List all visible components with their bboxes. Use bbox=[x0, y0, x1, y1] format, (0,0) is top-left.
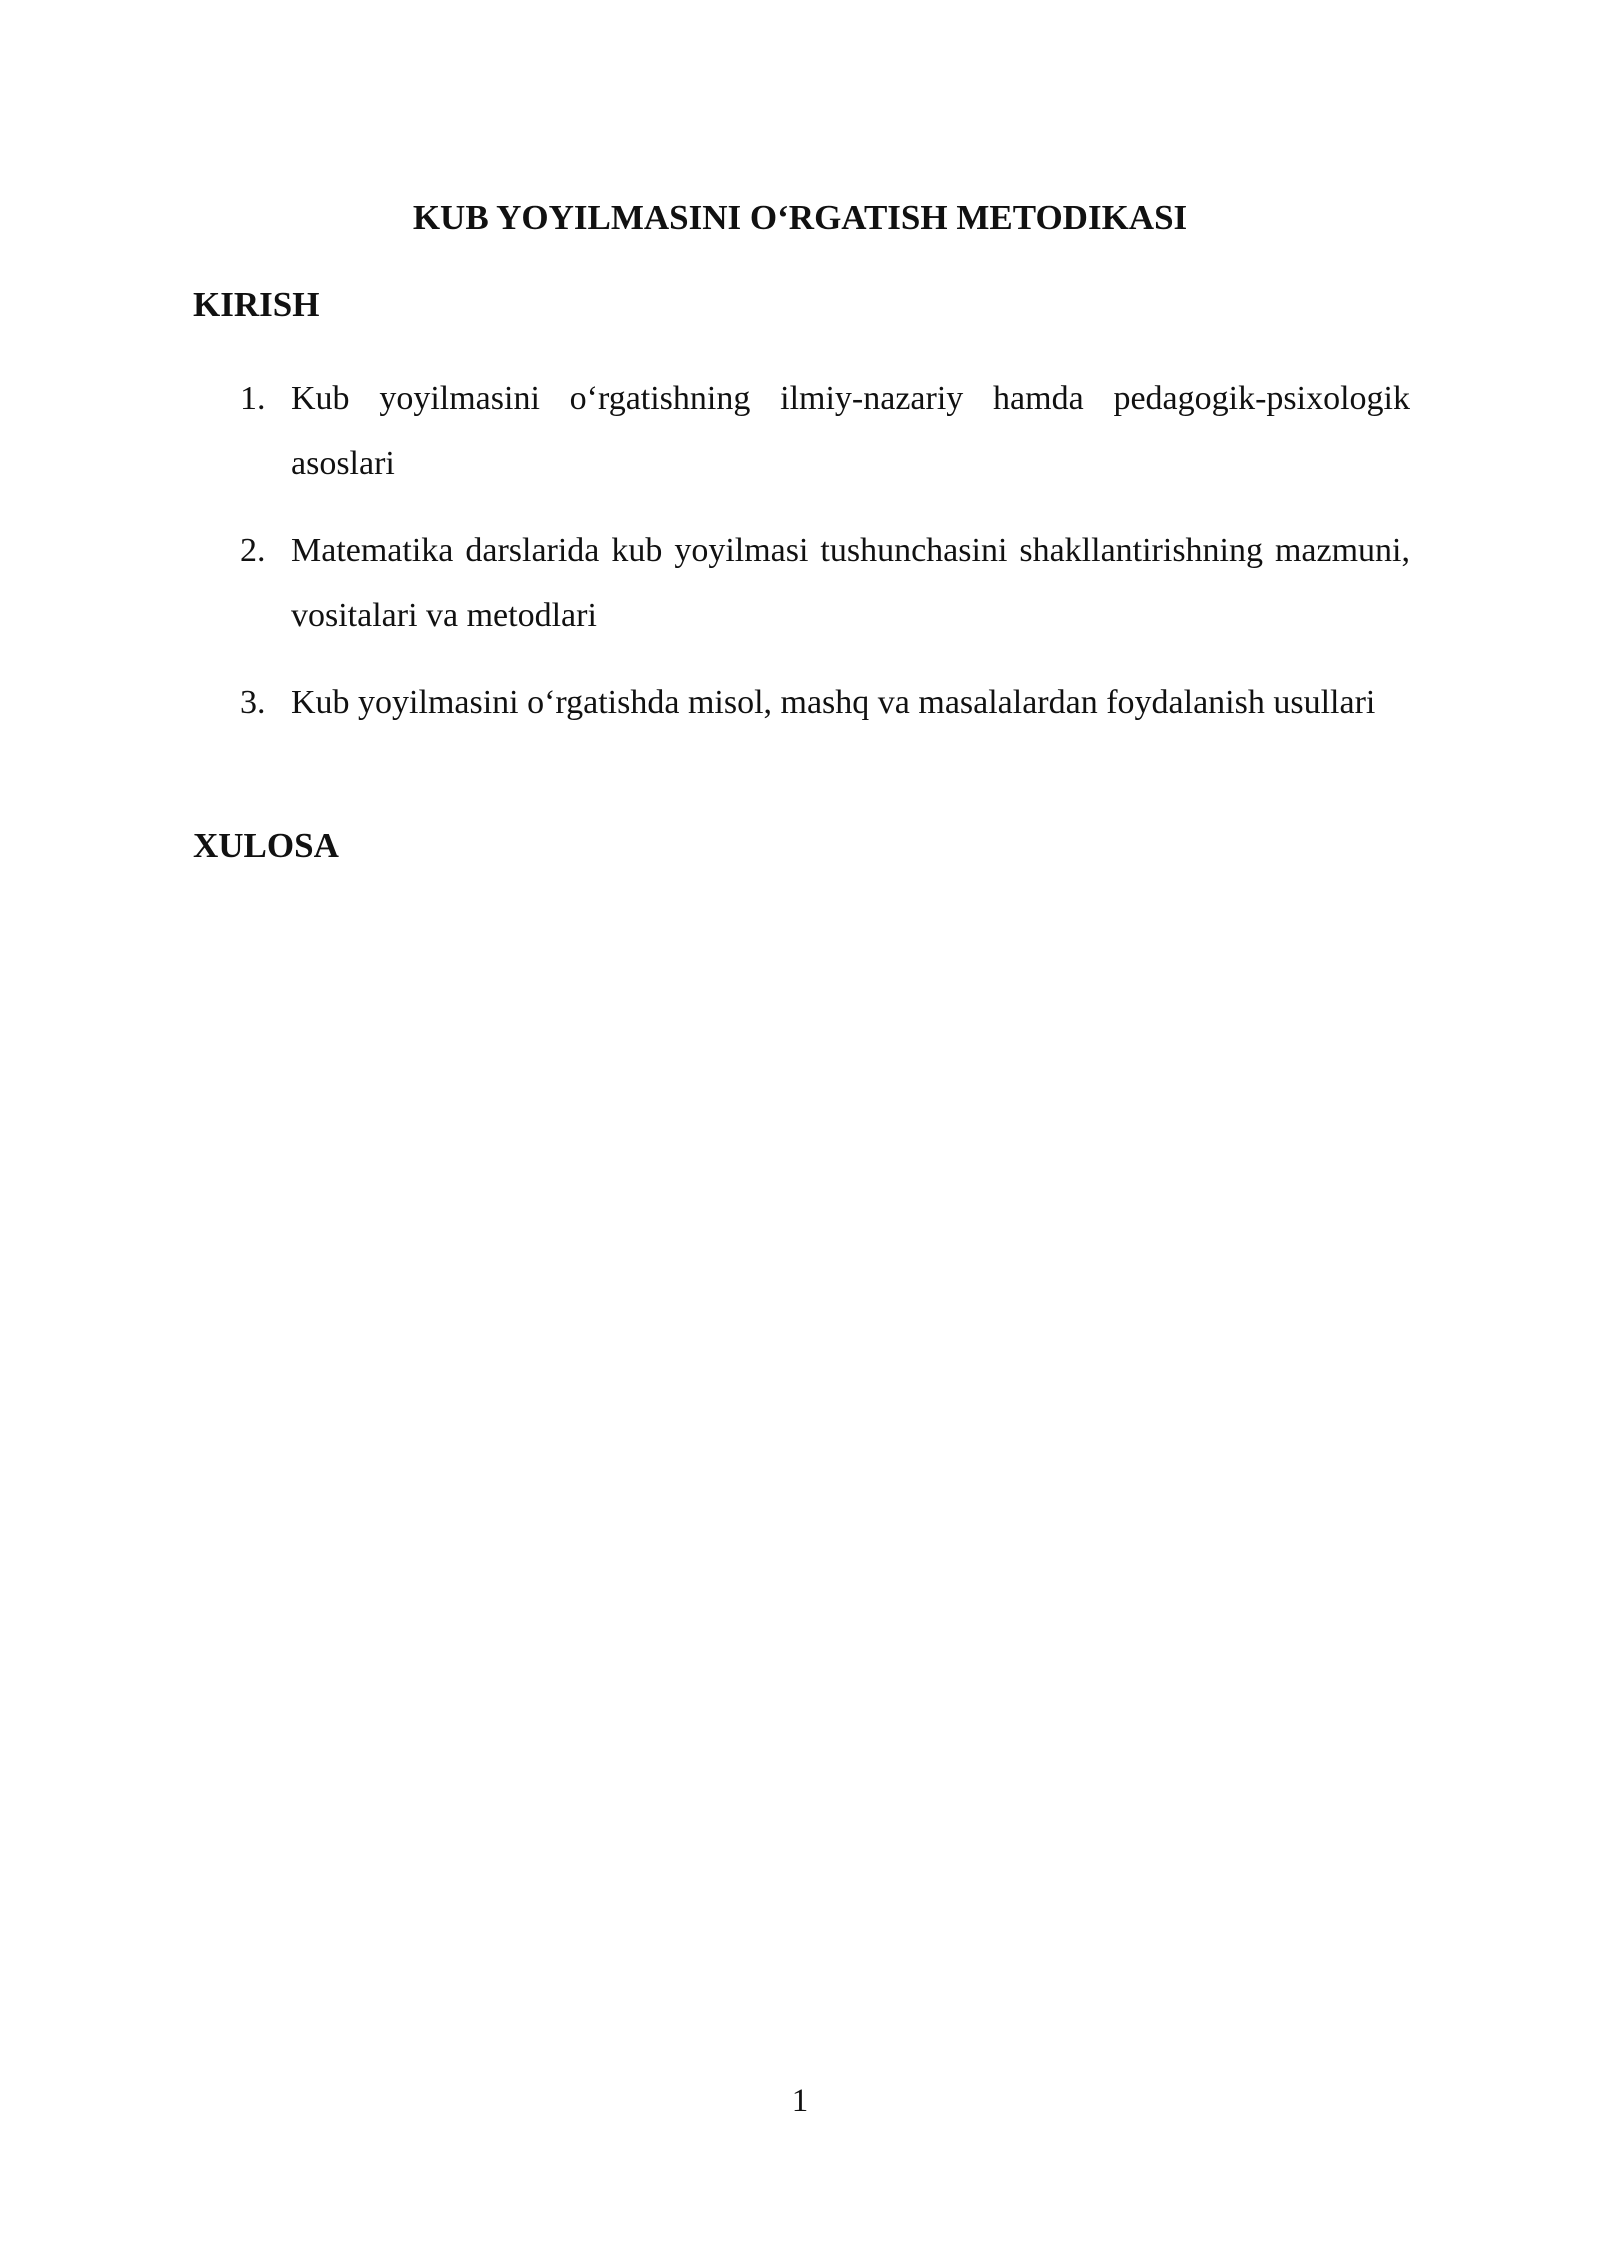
contents-item-number: 1. bbox=[240, 380, 266, 417]
page-title: KUB YOYILMASINI O‘RGATISH METODIKASI bbox=[412, 198, 1188, 237]
contents-item-text: Kub yoyilmasini o‘rgatishning ilmiy-nazariy hamda pedagogik-psixologik asoslari bbox=[291, 380, 1410, 482]
contents-item-number: 3. bbox=[240, 684, 266, 721]
contents-item-text: Matematika darslarida kub yoyilmasi tushunchasini shakllantirishning mazmuni, vositalari va metodlari bbox=[291, 532, 1410, 634]
intro-heading: KIRISH bbox=[193, 285, 320, 324]
contents-item-3 bbox=[240, 670, 1410, 735]
contents-item-text: Kub yoyilmasini o‘rgatishda misol, mashq va masalalardan foydalanish usullari bbox=[291, 684, 1376, 721]
contents-item-number: 2. bbox=[240, 532, 266, 569]
page-number: 1 bbox=[791, 2083, 809, 2119]
contents-list bbox=[240, 366, 1410, 757]
contents-item-1 bbox=[240, 366, 1410, 496]
conclusion-heading: XULOSA bbox=[193, 826, 339, 865]
contents-item-2 bbox=[240, 518, 1410, 648]
